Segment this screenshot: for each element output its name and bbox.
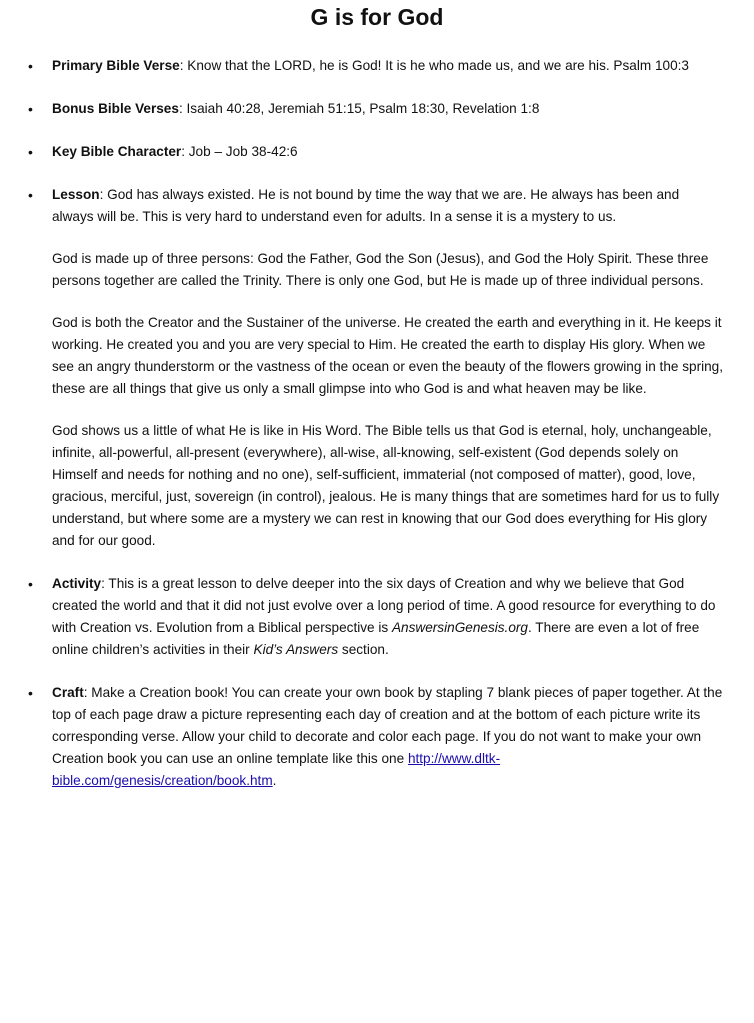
bullet-icon: • bbox=[28, 101, 33, 117]
bullet-icon: • bbox=[28, 576, 33, 592]
item-label: Craft bbox=[52, 685, 84, 700]
lesson-paragraph-creator: God is both the Creator and the Sustainer of the universe. He created the earth and everything in it. He keeps it working. He created you and you are very special to Him. He created the earth to display His glory. When we see an angry thunderstorm or the vastness of the ocean or even the beauty of the flowers growing in the spring, these are all things that give us only a small glimpse into who God is and what heaven may be like. bbox=[52, 315, 724, 396]
list-item-primary-verse bbox=[28, 55, 724, 77]
template-link[interactable]: http://www.dltk-bible.com/genesis/creation/book.htm bbox=[52, 751, 501, 788]
section-name: Kid’s Answers bbox=[253, 642, 339, 657]
site-name: AnswersinGenesis.org bbox=[391, 620, 528, 635]
list-item-key-character bbox=[28, 141, 724, 163]
page-title: G is for God bbox=[310, 4, 444, 30]
bullet-icon: • bbox=[28, 685, 33, 701]
item-text: section. bbox=[338, 642, 389, 657]
item-label: Activity bbox=[52, 576, 102, 591]
list-item-bonus-verses bbox=[28, 98, 724, 120]
item-label: Primary Bible Verse bbox=[52, 58, 180, 73]
item-text: . There are even a lot of free online children’s activities in their bbox=[52, 620, 700, 657]
item-text: : Make a Creation book! You can create your own book by stapling 7 blank pieces of paper together. At the top of each page draw a picture representing each day of creation and at the bottom of each picture write its corresponding verse. Allow your child to decorate and color each page. If you do not want to make your own Creation book you can use an online template like this one bbox=[52, 685, 723, 766]
lesson-list bbox=[28, 55, 724, 813]
list-item-lesson bbox=[28, 184, 724, 552]
bullet-icon: • bbox=[28, 187, 33, 203]
lesson-paragraph-trinity: God is made up of three persons: God the Father, God the Son (Jesus), and God the Holy Spirit. These three persons together are called the Trinity. There is only one God, but He is made up of three individual persons. bbox=[52, 251, 709, 288]
bullet-icon: • bbox=[28, 58, 33, 74]
lesson-paragraph-attributes: God shows us a little of what He is like in His Word. The Bible tells us that God is eternal, holy, unchangeable, infinite, all-powerful, all-present (everywhere), all-wise, all-knowing, self-existent (God depends solely on Himself and needs for nothing and no one), self-sufficient, immaterial (not composed of matter), good, love, gracious, merciful, just, sovereign (in control), jealous. He is many things that are sometimes hard for us to fully understand, but where some are a mystery we can rest in knowing that our God does everything for His glory and for our good. bbox=[52, 423, 720, 548]
bullet-icon: • bbox=[28, 144, 33, 160]
list-item-activity bbox=[28, 573, 724, 661]
item-label: Key Bible Character bbox=[52, 144, 182, 159]
item-text: : Isaiah 40:28, Jeremiah 51:15, Psalm 18:30, Revelation 1:8 bbox=[178, 101, 540, 116]
item-text: : God has always existed. He is not bound by time the way that we are. He always has been and always will be. This is very hard to understand even for adults. In a sense it is a mystery to us. bbox=[52, 187, 680, 224]
item-text: : Know that the LORD, he is God! It is he who made us, and we are his. Psalm 100:3 bbox=[179, 58, 689, 73]
item-label: Bonus Bible Verses bbox=[52, 101, 179, 116]
item-label: Lesson bbox=[52, 187, 100, 202]
item-text: : This is a great lesson to delve deeper into the six days of Creation and why we believe that God created the world and that it did not just evolve over a long period of time. A good resource for everything to do with Creation vs. Evolution from a Biblical perspective is bbox=[52, 576, 716, 635]
item-text: . bbox=[272, 773, 277, 788]
lesson-intro-paragraph bbox=[52, 184, 724, 228]
item-text: : Job – Job 38-42:6 bbox=[181, 144, 298, 159]
list-item-craft bbox=[28, 682, 724, 792]
